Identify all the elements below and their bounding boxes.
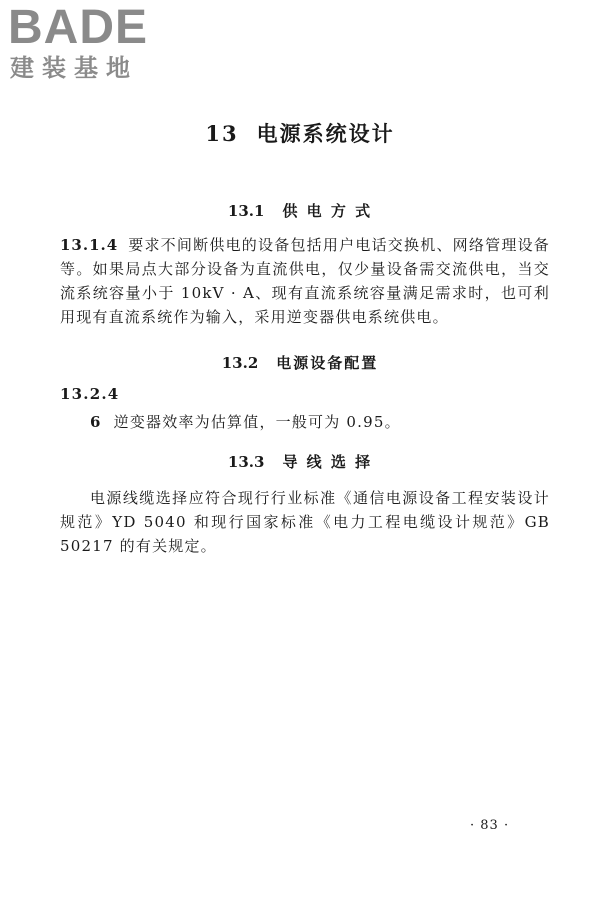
section-title: 供 电 方 式	[282, 202, 373, 220]
logo-wordmark: BADE	[8, 1, 149, 54]
section-heading-13-3	[0, 451, 600, 472]
item-text: 逆变器效率为估算值，一般可为 0.95。	[113, 413, 401, 431]
clause-13-2-4-item-6	[90, 411, 401, 432]
section-number: 13.1	[227, 202, 265, 220]
chapter-number: 13	[205, 121, 239, 146]
clause-number: 13.1.4	[60, 236, 119, 254]
bade-logo	[8, 1, 178, 86]
chapter-title	[0, 118, 600, 148]
paragraph-13-3: 电源线缆选择应符合现行行业标准《通信电源设备工程安装设计规范》YD 5040 和现行国家标准《电力工程电缆设计规范》GB 50217 的有关规定。	[60, 489, 550, 555]
section-heading-13-2	[0, 352, 600, 373]
section-title: 导 线 选 择	[282, 453, 373, 471]
page-number: · 83 ·	[470, 818, 510, 833]
clause-text: 要求不间断供电的设备包括用户电话交换机、网络管理设备等。如果局点大部分设备为直流供电，仅少量设备需交流供电，当交流系统容量小于 10kV · A、现有直流系统容量满足需求时，也可利用现有直流系统作为输入，采用逆变器供电系统供电。	[60, 236, 550, 326]
logo-subtitle: 建装基地	[10, 54, 138, 82]
section-number: 13.2	[221, 354, 259, 372]
item-number: 6	[90, 413, 102, 431]
section-title: 电源设备配置	[276, 354, 379, 372]
section-heading-13-1	[0, 200, 600, 221]
chapter-title-text: 电源系统设计	[256, 121, 395, 146]
clause-13-1-4	[60, 233, 550, 329]
clause-13-2-4-number: 13.2.4	[60, 385, 120, 403]
section-number: 13.3	[227, 453, 265, 471]
